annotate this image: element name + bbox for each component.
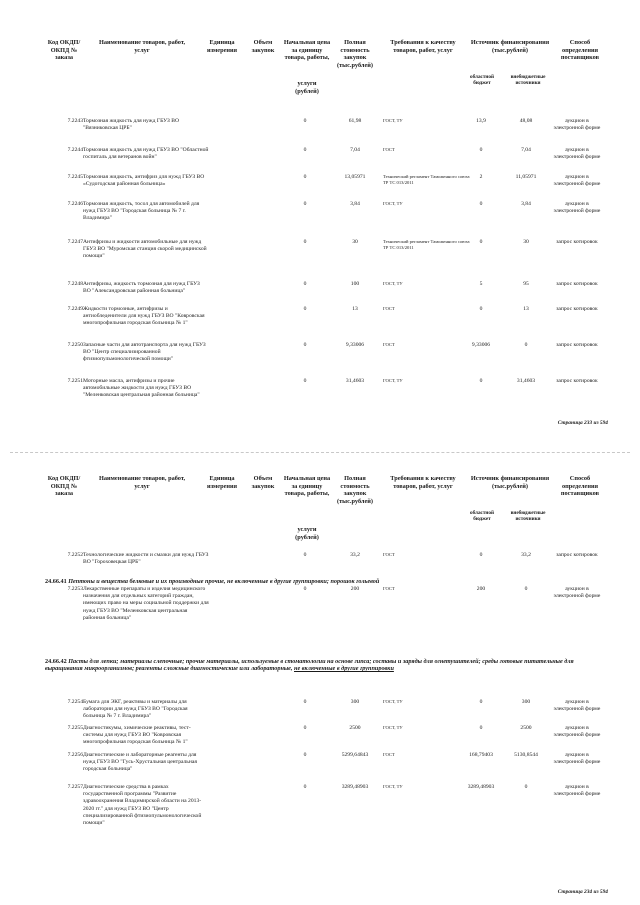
header-name: Наименование товаров, работ, услуг [98, 475, 186, 490]
item-name: Тормозная жидкость, антифриз для нужд ГБУЗ ВО «Судогодская районная больница» [83, 174, 205, 188]
procurement-method: запрос котировок [556, 306, 598, 312]
header-regional-budget: областной бюджет [470, 510, 494, 522]
header-price: Начальная цена за единицу товара, работы, [283, 475, 331, 498]
total-cost: 13 [352, 306, 358, 312]
header-method: Способ определения поставщиков [560, 39, 600, 62]
procurement-method: аукцион в электронной форме [553, 784, 601, 798]
item-name: Тормозная жидкость, тосол для автомобилей для нужд ГБУЗ ВО "Городская больница № 7 г. Владимира" [83, 201, 200, 222]
header-method: Способ определения поставщиков [560, 475, 600, 498]
procurement-method: аукцион в электронной форме [553, 147, 601, 161]
order-code: 7.2253 [67, 586, 83, 592]
procurement-method: аукцион в электронной форме [553, 725, 601, 739]
total-cost: 61,98 [348, 118, 362, 124]
item-name: Диагностические средства в рамках государственной программы "Развитие здравоохранения Владимирской области на 2013-2020 гг." для нужд ГБУЗ ВО "Центр специализированной фтизиопульмонологической помощи" [83, 784, 202, 827]
procurement-method: запрос котировок [556, 281, 598, 287]
extra-budget: 2500 [520, 725, 532, 731]
regional-budget: 0 [479, 725, 483, 731]
procurement-method: запрос котировок [556, 342, 598, 348]
extra-budget: 0 [524, 342, 528, 348]
procurement-method: аукцион в электронной форме [553, 699, 601, 713]
unit-price: 0 [303, 118, 307, 124]
quality-requirements: ГОСТ [383, 752, 395, 757]
unit-price: 0 [303, 201, 307, 207]
total-cost: 7,04 [350, 147, 360, 153]
regional-budget: 0 [479, 201, 483, 207]
order-code: 7.2257 [67, 784, 83, 790]
item-name: Диагностические и лабораторные реагенты для нужд ГБУЗ ВО "Гусь-Хрустальная центральная городская больница" [83, 752, 197, 773]
item-name: Антифризы, жидкость тормозная для нужд ГБУЗ ВО "Александровская районная больница" [83, 281, 200, 295]
header-price-unit: услуги (рублей) [295, 526, 319, 541]
extra-budget: 30 [523, 239, 529, 245]
page-233 [0, 0, 640, 440]
quality-requirements: ГОСТ, ТУ [383, 378, 403, 383]
order-code: 7.2249 [67, 306, 83, 312]
quality-requirements: ГОСТ, ТУ [383, 281, 403, 286]
order-code: 7.2244 [67, 147, 83, 153]
group-title-tail: не включенные в другие группировки [294, 665, 394, 673]
regional-budget: 0 [479, 147, 483, 153]
regional-budget: 168,79403 [469, 752, 493, 758]
unit-price: 0 [303, 784, 307, 790]
unit-price: 0 [303, 174, 307, 180]
unit-price: 0 [303, 281, 307, 287]
item-name: Моторные масла, антифризы и прочие автомобильные жидкости для нужд ГБУЗ ВО "Меленковская центральная районная больница" [83, 378, 200, 399]
unit-price: 0 [303, 239, 307, 245]
procurement-method: аукцион в электронной форме [553, 201, 601, 215]
extra-budget: 31,4603 [516, 378, 536, 384]
header-total: Полная стоимость закупок (тыс.рублей) [336, 475, 373, 505]
group-code: 24.66.41 [45, 578, 67, 585]
regional-budget: 0 [479, 306, 483, 312]
extra-budget: 33,2 [521, 552, 531, 558]
regional-budget: 0 [479, 239, 483, 245]
header-requirements: Требования к качеству товаров, работ, услуг [390, 39, 456, 54]
item-name: Технологические жидкости и смазки для нужд ГБУЗ ВО "Гороховецкая ЦРБ" [83, 552, 209, 566]
total-cost: 30 [352, 239, 358, 245]
item-name: Тормозная жидкость для нужд ГБУЗ ВО "Областной госпиталь для ветеранов войн" [83, 147, 209, 161]
item-name: Лекарственные препараты и изделия медицинского назначения для отдельных категорий граждан, имеющих право на меры социальной поддержки для нужд ГБУЗ ВО "Меленковская центральная районная больница" [83, 586, 209, 621]
order-code: 7.2245 [67, 174, 83, 180]
order-code: 7.2246 [67, 201, 83, 207]
extra-budget: 7,04 [521, 147, 531, 153]
quality-requirements: ГОСТ [383, 586, 395, 591]
group-title: Пасты для лепки; материалы слепочные; прочие материалы, используемые в стоматологии на основе гипса; составы и заряды для огнетушителей; среды готовые питательные для выращивания микроорганизмов; реагенты сложные диагностические или лабораторные, [45, 658, 574, 673]
header-unit: Единица измерения [206, 475, 238, 490]
order-code: 7.2256 [67, 752, 83, 758]
total-cost: 31,4603 [345, 378, 365, 384]
extra-budget: 0 [524, 784, 528, 790]
page-separator [10, 452, 630, 453]
header-source: Источник финансирования (тыс.рублей) [470, 39, 550, 54]
quality-requirements: ГОСТ, ТУ [383, 201, 403, 206]
header-extra-budget: внебюджетные источники [510, 74, 546, 86]
unit-price: 0 [303, 586, 307, 592]
quality-requirements: ГОСТ, ТУ [383, 699, 403, 704]
item-name: Бумага для ЭКГ, реактивы и материалы для лаборатории для нужд ГБУЗ ВО "Городская больница № 7 г. Владимира" [83, 699, 188, 720]
quality-requirements: ГОСТ, ТУ [383, 118, 403, 123]
header-price-unit: услуги (рублей) [295, 80, 319, 95]
unit-price: 0 [303, 752, 307, 758]
extra-budget: 48,08 [519, 118, 533, 124]
total-cost: 3289,48903 [341, 784, 369, 790]
page-footer: Страница 233 из 594 [557, 420, 608, 426]
header-requirements: Требования к качеству товаров, работ, услуг [390, 475, 456, 490]
regional-budget: 0 [479, 699, 483, 705]
header-regional-budget: областной бюджет [470, 74, 494, 86]
total-cost: 200 [350, 586, 360, 592]
page-footer: Страница 234 из 594 [557, 889, 608, 895]
header-code: Код ОКДП/ ОКПД № заказа [47, 475, 81, 498]
extra-budget: 11,05971 [515, 174, 537, 180]
regional-budget: 3289,48903 [467, 784, 495, 790]
extra-budget: 3,84 [521, 201, 531, 207]
total-cost: 5299,64843 [341, 752, 369, 758]
order-code: 7.2243 [67, 118, 83, 124]
group-title: Пептоны и вещества белковые и их производные прочие, не включенные в другие группировки; порошок гольевой [68, 578, 380, 585]
total-cost: 100 [350, 281, 360, 287]
order-code: 7.2254 [67, 699, 83, 705]
unit-price: 0 [303, 725, 307, 731]
order-code: 7.2251 [67, 378, 83, 384]
quality-requirements: ГОСТ [383, 147, 395, 152]
total-cost: 9,33006 [345, 342, 365, 348]
order-code: 7.2250 [67, 342, 83, 348]
extra-budget: 5130,8544 [514, 752, 538, 758]
quality-requirements: Технический регламент Таможенного союза ТР ТС 013/2011 [383, 239, 470, 250]
quality-requirements: ГОСТ [383, 342, 395, 347]
quality-requirements: ГОСТ [383, 552, 395, 557]
header-unit: Единица измерения [206, 39, 238, 54]
quality-requirements: ГОСТ [383, 306, 395, 311]
order-code: 7.2247 [67, 239, 83, 245]
unit-price: 0 [303, 147, 307, 153]
item-name: Антифризы и жидкости автомобильные для нужд ГБУЗ ВО "Муромская станция скорой медицинской помощи" [83, 239, 207, 260]
item-name: Диагностикумы, химические реактивы, тест-системы для нужд ГБУЗ ВО "Ковровская многопрофильная городская больница № 1" [83, 725, 191, 746]
regional-budget: 5 [479, 281, 483, 287]
regional-budget: 13,9 [476, 118, 486, 124]
header-price: Начальная цена за единицу товара, работы, [283, 39, 331, 62]
total-cost: 2500 [349, 725, 361, 731]
order-code: 7.2248 [67, 281, 83, 287]
unit-price: 0 [303, 552, 307, 558]
extra-budget: 300 [521, 699, 531, 705]
procurement-method: аукцион в электронной форме [553, 586, 601, 600]
order-code: 7.2252 [67, 552, 83, 558]
regional-budget: 200 [476, 586, 486, 592]
extra-budget: 95 [523, 281, 529, 287]
extra-budget: 0 [524, 586, 528, 592]
quality-requirements: ГОСТ, ТУ [383, 725, 403, 730]
total-cost: 3,84 [350, 201, 360, 207]
extra-budget: 13 [523, 306, 529, 312]
total-cost: 13,05971 [344, 174, 366, 180]
unit-price: 0 [303, 342, 307, 348]
quality-requirements: ГОСТ, ТУ [383, 784, 403, 789]
item-name: Жидкости тормозные, антифризы и антиобледенители для нужд ГБУЗ ВО "Ковровская многопрофильная городская больница № 1" [83, 306, 205, 327]
procurement-method: аукцион в электронной форме [553, 752, 601, 766]
procurement-method: аукцион в электронной форме [553, 174, 601, 188]
header-total: Полная стоимость закупок (тыс.рублей) [336, 39, 373, 69]
header-name: Наименование товаров, работ, услуг [98, 39, 186, 54]
page-234 [0, 464, 640, 905]
total-cost: 300 [350, 699, 360, 705]
header-source: Источник финансирования (тыс.рублей) [470, 475, 550, 490]
unit-price: 0 [303, 306, 307, 312]
header-extra-budget: внебюджетные источники [510, 510, 546, 522]
regional-budget: 2 [479, 174, 483, 180]
group-heading [45, 658, 605, 673]
unit-price: 0 [303, 699, 307, 705]
regional-budget: 0 [479, 552, 483, 558]
header-volume: Объем закупок [251, 475, 275, 490]
quality-requirements: Технический регламент Таможенного союза ТР ТС 013/2011 [383, 174, 470, 185]
procurement-method: запрос котировок [556, 552, 598, 558]
header-code: Код ОКДП/ ОКПД № заказа [47, 39, 81, 62]
item-name: Тормозная жидкость для нужд ГБУЗ ВО "Вязниковская ЦРБ" [83, 118, 179, 132]
header-volume: Объем закупок [251, 39, 275, 54]
procurement-method: запрос котировок [556, 378, 598, 384]
procurement-method: аукцион в электронной форме [553, 118, 601, 132]
group-heading [45, 578, 605, 585]
regional-budget: 9,33006 [471, 342, 491, 348]
regional-budget: 0 [479, 378, 483, 384]
group-code: 24.66.42 [45, 658, 67, 665]
total-cost: 33,2 [350, 552, 360, 558]
item-name: Запасные части для автотранспорта для нужд ГБУЗ ВО "Центр специализированной фтизиопульмонологической помощи" [83, 342, 206, 363]
order-code: 7.2255 [67, 725, 83, 731]
unit-price: 0 [303, 378, 307, 384]
procurement-method: запрос котировок [556, 239, 598, 245]
